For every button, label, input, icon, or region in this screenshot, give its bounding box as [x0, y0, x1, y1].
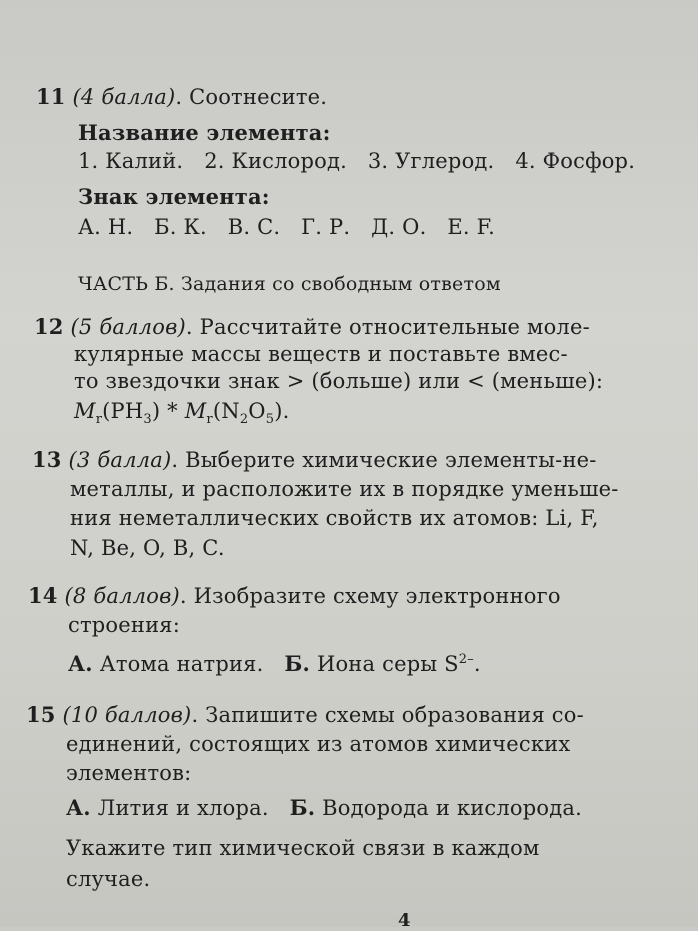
formula-o: O — [248, 399, 266, 423]
q13-line-3: ния неметаллических свойств их атомов: Li, F, — [70, 506, 599, 530]
q14-b-label: Б. — [284, 651, 311, 676]
q11-number: 11 — [36, 84, 66, 109]
formula-m1: M — [74, 399, 96, 423]
formula-sub-5: 5 — [265, 412, 275, 428]
q11-header — [36, 84, 327, 110]
q12-line-3: то звездочки знак > (больше) или < (меньше): — [74, 369, 604, 393]
q11-name-3: 3. Углерод. — [367, 149, 495, 173]
q15-text-1: . Запишите схемы образования со- — [191, 703, 584, 727]
q14-text-1: . Изобразите схему электронного — [179, 584, 561, 608]
q12-text-1: . Рассчитайте относительные моле- — [185, 315, 590, 339]
q15-line-5: случае. — [66, 867, 151, 891]
q15-a-label: А. — [66, 795, 91, 820]
q15-points: (10 баллов) — [62, 703, 192, 727]
q15-line-3: элементов: — [66, 761, 192, 785]
q11-names-row — [78, 148, 635, 174]
q11-name-label: Название элемента: — [78, 120, 331, 145]
q14-line-1 — [28, 583, 561, 609]
q12-points: (5 баллов) — [70, 315, 186, 339]
q11-name-2: 2. Кислород. — [204, 149, 347, 173]
q15-b-text: Водорода и кислорода. — [322, 796, 582, 820]
part-b-heading: ЧАСТЬ Б. Задания со свободным ответом — [78, 273, 501, 295]
formula-r2: r — [206, 412, 213, 428]
q11-name-1: 1. Калий. — [78, 149, 184, 173]
q14-b-charge: 2– — [458, 652, 474, 667]
q14-number: 14 — [28, 583, 58, 608]
q14-points: (8 баллов) — [64, 584, 180, 608]
formula-r1: r — [95, 412, 103, 428]
q11-signs-row — [78, 214, 495, 240]
q14-a-text: Атома натрия. — [99, 652, 264, 676]
q12-formula — [74, 398, 290, 428]
q13-number: 13 — [32, 447, 62, 472]
q15-line-2: единений, состоящих из атомов химических — [66, 732, 571, 756]
q12-line-2: кулярные массы веществ и поставьте вмес- — [74, 342, 568, 366]
q13-line-1 — [32, 447, 597, 473]
q15-b-label: Б. — [289, 795, 316, 820]
q11-sign-g: Г. Р. — [301, 215, 351, 239]
formula-sub-2: 2 — [239, 412, 249, 428]
formula-n: (N — [212, 399, 240, 423]
q11-sign-v: В. С. — [227, 215, 281, 239]
q11-sign-d: Д. О. — [371, 215, 427, 239]
formula-ph: (PH — [102, 399, 144, 423]
q15-a-text: Лития и хлора. — [97, 796, 269, 820]
q13-text-1: . Выберите химические элементы-не- — [171, 448, 597, 472]
formula-close-1: ) — [151, 399, 161, 423]
q14-line-2: строения: — [68, 613, 181, 637]
q14-b-end: . — [473, 652, 481, 676]
q13-line-2: металлы, и расположите их в порядке уменьше- — [70, 477, 619, 501]
q11-instruction: . Соотнесите. — [175, 85, 328, 109]
q12-number: 12 — [34, 314, 64, 339]
q14-b-text: Иона серы S — [316, 652, 459, 676]
q12-line-1 — [34, 314, 590, 340]
q11-name-4: 4. Фосфор. — [515, 149, 636, 173]
q11-sign-a: А. Н. — [78, 215, 134, 239]
q14-options — [68, 651, 481, 677]
q14-a-label: А. — [68, 651, 93, 676]
q15-line-1 — [26, 702, 584, 728]
formula-close-2: ). — [274, 399, 290, 423]
q11-sign-e: Е. F. — [447, 215, 495, 239]
q11-sign-label: Знак элемента: — [78, 184, 270, 209]
q11-sign-b: Б. К. — [154, 215, 207, 239]
q13-points: (3 балла) — [68, 448, 172, 472]
formula-sub-3: 3 — [143, 412, 152, 428]
formula-star: * — [160, 399, 185, 423]
q15-options — [66, 795, 582, 821]
q11-points: (4 балла) — [72, 85, 176, 109]
formula-m2: M — [184, 399, 207, 423]
page-number: 4 — [398, 910, 411, 931]
q13-line-4: N, Be, O, B, C. — [70, 536, 225, 560]
q15-line-4: Укажите тип химической связи в каждом — [66, 836, 540, 860]
q15-number: 15 — [26, 702, 56, 727]
